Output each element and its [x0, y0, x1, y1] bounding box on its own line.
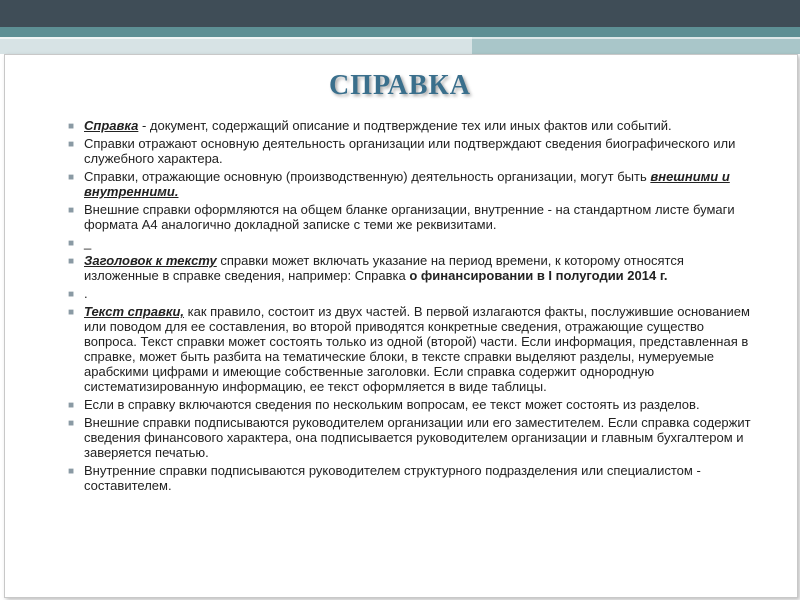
list-item-purpose: [66, 136, 756, 166]
list-item-types: [66, 169, 756, 199]
item-text: .: [84, 286, 88, 301]
top-dark-band: [0, 0, 800, 27]
bullet-icon: ■: [68, 400, 75, 411]
bullet-icon: ■: [68, 139, 75, 150]
top-teal-band: [0, 27, 800, 37]
item-text: - документ, содержащий описание и подтверждение тех или иных фактов или событий.: [138, 118, 672, 133]
band-divider: [0, 37, 800, 39]
item-text: Справки, отражающие основную (производственную) деятельность организации, могут быть: [84, 169, 651, 184]
item-text: как правило, состоит из двух частей. В первой излагаются факты, послужившие основанием или поводом для ее составления, во второй приводятся конкретные сведения, отражающие существо вопроса. Текст справки может состоять только из одной (второй) части. Если информация, представленная в справке, может быть разбита на тематические блоки, в тексте справки выделяют разделы, нумеруемые арабскими цифрами и имеющие собственные заголовки. Если справка содержит однородную систематизированную информацию, ее текст оформляется в виде таблицы.: [84, 304, 750, 394]
bullet-icon: ■: [68, 238, 75, 249]
list-item-sections: [66, 397, 756, 412]
term-body-text: Текст справки,: [84, 304, 185, 319]
item-text: Если в справку включаются сведения по нескольким вопросам, ее текст может состоять из разделов.: [84, 397, 700, 412]
bullet-icon: ■: [68, 256, 75, 267]
bullet-icon: ■: [68, 418, 75, 429]
item-text: _: [84, 235, 92, 250]
list-item-internal-signing: [66, 463, 756, 493]
bullet-icon: ■: [68, 121, 75, 132]
bullet-icon: ■: [68, 205, 75, 216]
top-light-band-left: [0, 37, 472, 54]
term-spravka: Справка: [84, 118, 139, 133]
item-text: Внешние справки оформляются на общем бланке организации, внутренние - на стандартном листе бумаги формата А4 аналогично докладной записке с теми же реквизитами.: [84, 202, 735, 232]
top-light-band-right: [472, 37, 800, 54]
slide-content: [66, 118, 756, 496]
example-title: о финансировании в I полугодии 2014 г.: [409, 268, 668, 283]
term-external-internal: внешними и внутренними.: [84, 169, 730, 199]
list-item-body-text: [66, 304, 756, 394]
list-item-heading: [66, 253, 756, 283]
item-text: Справки отражают основную деятельность организации или подтверждают сведения биографического или служебного характера.: [84, 136, 736, 166]
term-heading: Заголовок к тексту: [84, 253, 217, 268]
item-text: справки может включать указание на период времени, к которому относятся изложенные в справке сведения, например: Справка: [84, 253, 684, 283]
bullet-icon: ■: [68, 289, 75, 300]
list-item-format: [66, 202, 756, 232]
list-item-empty-1: [66, 235, 756, 250]
item-text: Внутренние справки подписываются руководителем структурного подразделения или специалистом - составителем.: [84, 463, 701, 493]
bullet-icon: ■: [68, 307, 75, 318]
list-item-external-signing: [66, 415, 756, 460]
slide-title: СПРАВКА: [329, 70, 471, 101]
item-text: Внешние справки подписываются руководителем организации или его заместителем. Если справка содержит сведения финансового характера, она подписывается руководителем организации и главным бухгалтером и заверяется печатью.: [84, 415, 751, 460]
list-item-empty-2: [66, 286, 756, 301]
bullet-icon: ■: [68, 466, 75, 477]
list-item-definition: [66, 118, 756, 133]
bullet-icon: ■: [68, 172, 75, 183]
